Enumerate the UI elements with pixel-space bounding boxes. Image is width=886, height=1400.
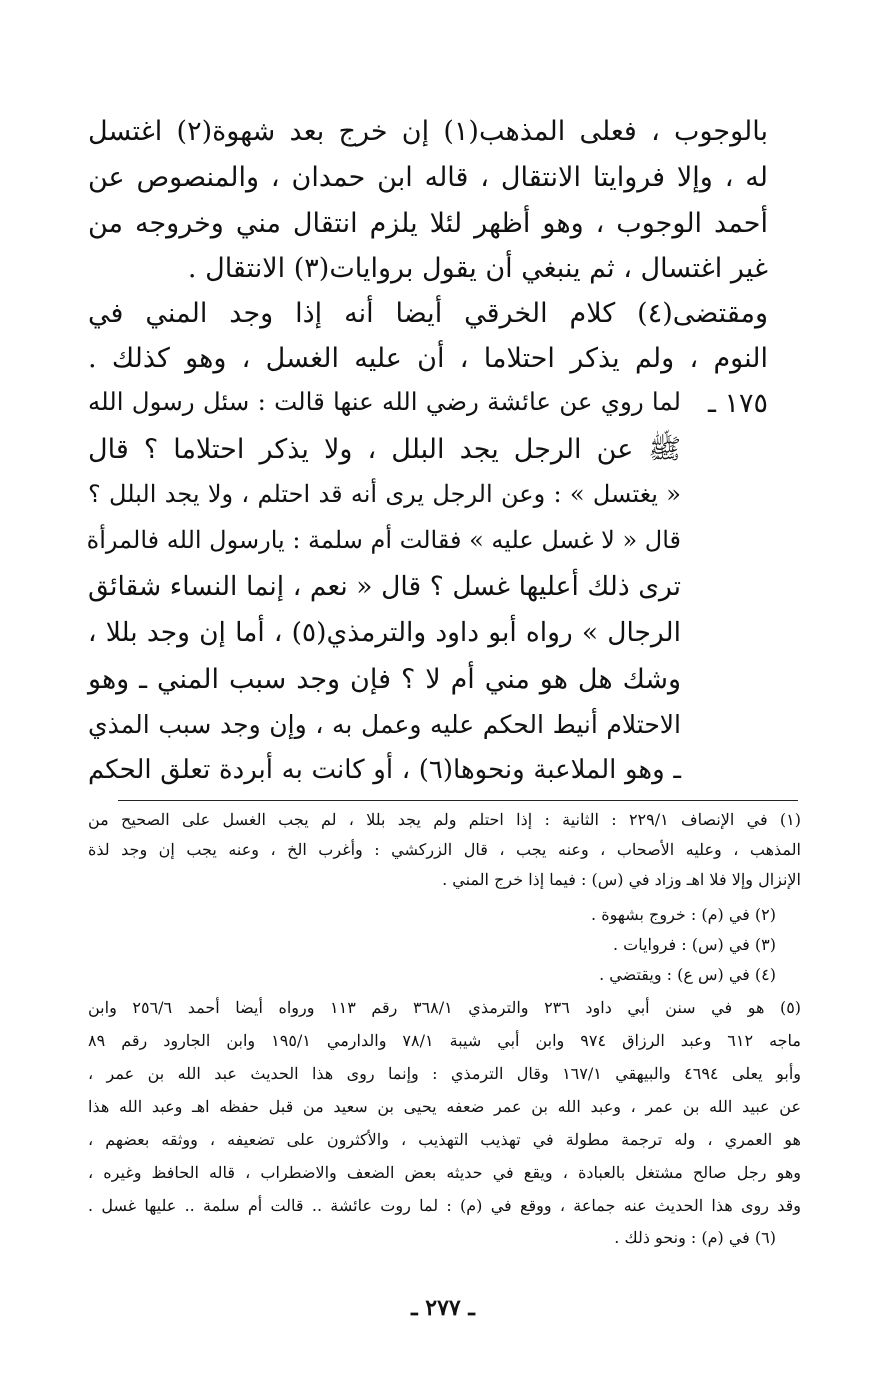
footnote-line: (١) في الإنصاف ٢٢٩/١ : الثانية : إذا احتلم ولم يجد بللا ، لم يجب الغسل على الصحيح من bbox=[88, 810, 801, 829]
main-text-line: غير اغتسال ، ثم ينبغي أن يقول بروايات(٣) الانتقال . bbox=[187, 253, 768, 284]
main-text-line: الاحتلام أنيط الحكم عليه وعمل به ، وإن وجد سبب المذي bbox=[88, 710, 681, 739]
footnote-line: المذهب ، وعليه الأصحاب ، وعنه يجب ، قال الزركشي : وأغرب الخ ، وعنه يجب إن وجد لذة bbox=[88, 840, 801, 859]
main-text-line: بالوجوب ، فعلى المذهب(١) إن خرج بعد شهوة(٢) اغتسل bbox=[88, 116, 769, 147]
footnote-line: ماجه ٦١٢ وعبد الرزاق ٩٧٤ وابن أبي شيبة ٧٨/١ والدارمي ١٩٥/١ وابن الجارود رقم ٨٩ bbox=[88, 1031, 801, 1050]
main-text-line: له ، وإلا فروايتا الانتقال ، قاله ابن حمدان ، والمنصوص عن bbox=[88, 162, 768, 193]
page-number: ـ ٢٧٧ ـ bbox=[411, 1295, 475, 1321]
footnote-line: الإنزال وإلا فلا اهـ وزاد في (س) : فيما إذا خرج المني . bbox=[442, 870, 801, 889]
main-text-line: « يغتسل » : وعن الرجل يرى أنه قد احتلم ، ولا يجد البلل ؟ bbox=[88, 480, 681, 508]
footnote-line: (٦) في (م) : ونحو ذلك . bbox=[614, 1228, 776, 1247]
footnote-line: (٥) هو في سنن أبي داود ٢٣٦ والترمذي ٣٦٨/١ رقم ١١٣ ورواه أيضا أحمد ٢٥٦/٦ وابن bbox=[88, 998, 802, 1017]
main-text-line: وشك هل هو مني أم لا ؟ فإن وجد سبب المني ـ وهو bbox=[88, 664, 681, 695]
footnote-line: وأبو يعلى ٤٦٩٤ والبيهقي ١٦٧/١ وقال الترمذي : وإنما روى هذا الحديث عبد الله بن عمر ، bbox=[88, 1064, 801, 1083]
main-text-line: النوم ، ولم يذكر احتلاما ، أن عليه الغسل ، وهو كذلك . bbox=[88, 343, 768, 374]
main-text-line: قال « لا غسل عليه » فقالت أم سلمة : يارسول الله فالمرأة bbox=[86, 526, 681, 554]
main-text-line: ﷺ عن الرجل يجد البلل ، ولا يذكر احتلاما ؟ قال bbox=[88, 434, 681, 465]
main-text-line: ـ وهو الملاعبة ونحوها(٦) ، أو كانت به أبردة تعلق الحكم bbox=[88, 755, 681, 785]
footnote-line: عن عبيد الله بن عمر ، وعبد الله بن عمر ضعفه يحيى بن سعيد من قبل حفظه اهـ وعبد الله هذا bbox=[88, 1097, 801, 1116]
main-text-line: ترى ذلك أعليها غسل ؟ قال « نعم ، إنما النساء شقائق bbox=[88, 571, 681, 602]
footnote-separator bbox=[118, 800, 798, 801]
hadith-number: ١٧٥ ـ bbox=[707, 388, 768, 419]
main-text-line: أحمد الوجوب ، وهو أظهر لئلا يلزم انتقال مني وخروجه من bbox=[88, 208, 768, 239]
footnote-line: وهو رجل صالح مشتغل بالعبادة ، ويقع في حديثه بعض الضعف والاضطراب ، قاله الحافظ وغيره ، bbox=[88, 1163, 801, 1182]
footnote-line: هو العمري ، وله ترجمة مطولة في تهذيب التهذيب ، والأكثرون على تضعيفه ، ووثقه بعضهم ، bbox=[88, 1130, 801, 1149]
main-text-line: لما روي عن عائشة رضي الله عنها قالت : سئل رسول الله bbox=[88, 387, 681, 416]
main-text-line: ومقتضى(٤) كلام الخرقي أيضا أنه إذا وجد المني في bbox=[88, 298, 768, 329]
footnote-line: (٣) في (س) : فروايات . bbox=[612, 935, 776, 954]
main-text-line: الرجال » رواه أبو داود والترمذي(٥) ، أما إن وجد بللا ، bbox=[88, 617, 681, 648]
footnote-line: (٤) في (س ع) : ويقتضي . bbox=[599, 965, 776, 984]
footnote-line: وقد روى هذا الحديث عنه جماعة ، ووقع في (م) : لما روت عائشة .. قالت أم سلمة .. عليها غسل . bbox=[88, 1196, 801, 1215]
footnote-line: (٢) في (م) : خروج بشهوة . bbox=[591, 905, 776, 924]
